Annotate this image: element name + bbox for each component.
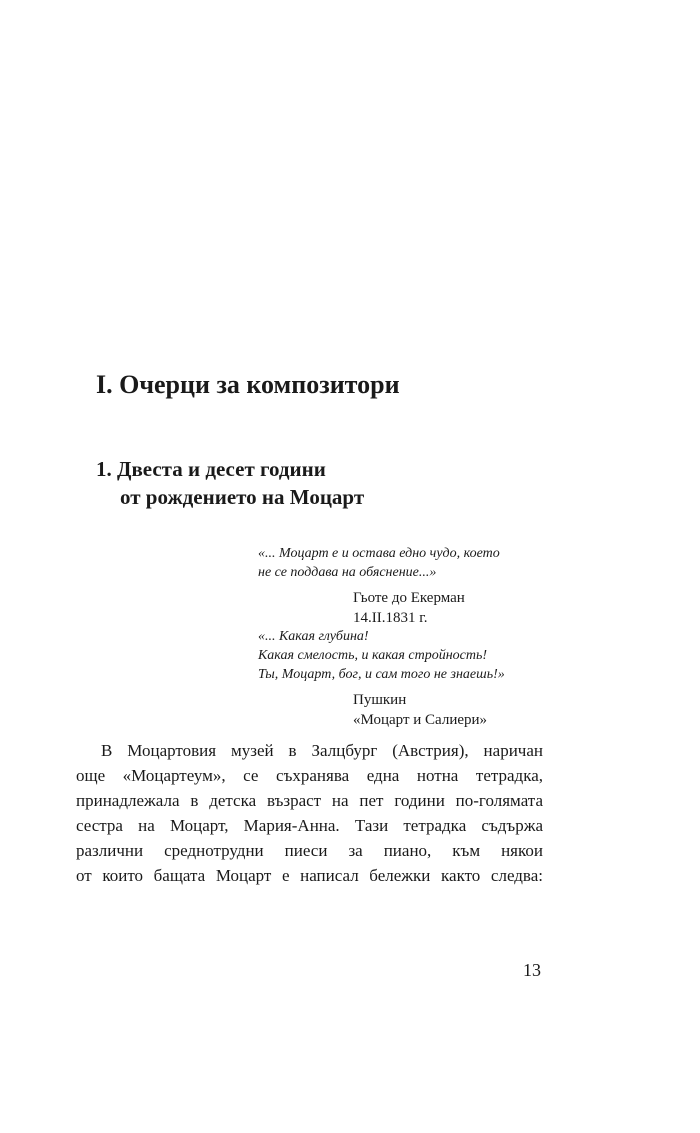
epigraph-quote-line: «... Какая глубина! [258,629,369,644]
epigraph-goethe [258,544,500,628]
body-text-line: В Моцартовия музей в Залцбург (Австрия), наричан [101,741,543,760]
epigraph-pushkin [258,627,505,730]
epigraph-attribution-line: 14.II.1831 г. [353,610,428,626]
epigraph-attribution [258,690,505,730]
section-title [96,455,364,511]
epigraph-quote-line: Какая смелость, и какая стройность! [258,648,488,663]
chapter-title: I. Очерци за композитори [96,370,400,399]
body-text-line: принадлежала в детска възраст на пет години по-голямата [76,791,543,810]
body-text-line: сестра на Моцарт, Мария-Анна. Тази тетрадка съдържа [76,816,543,835]
epigraph-quote-line: Ты, Моцарт, бог, и сам того не знаешь!» [258,667,505,682]
body-text-line: от които бащата Моцарт е написал бележки както следва: [76,866,543,885]
epigraph-attribution-line: Пушкин [353,692,407,708]
epigraph-attribution-line: «Моцарт и Салиери» [353,712,488,728]
body-paragraph [76,738,543,888]
page-number: 13 [523,960,541,980]
epigraph-attribution [258,588,500,628]
epigraph-quote-line: не се поддава на обяснение...» [258,565,437,580]
body-text-line: различни среднотрудни пиеси за пиано, към някои [76,841,543,860]
body-text-line: още «Моцартеум», се съхранява една нотна тетрадка, [76,766,543,785]
epigraph-quote-line: «... Моцарт е и остава едно чудо, което [258,546,500,561]
section-title-line-2: от рождението на Моцарт [120,485,365,509]
section-title-line-1: 1. Двеста и десет години [96,457,326,481]
epigraph-attribution-line: Гьоте до Екерман [353,590,465,606]
